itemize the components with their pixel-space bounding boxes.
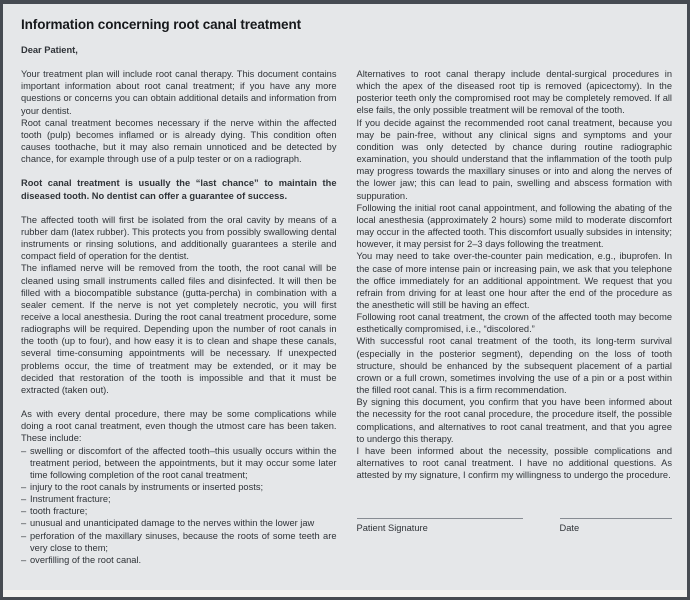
paragraph-intro: Your treatment plan will include root canal therapy. This document contains important information about root canal treatment; if you have any more questions or concerns you can obtain additional details and information from your dentist. bbox=[21, 69, 337, 116]
list-item bbox=[21, 505, 337, 517]
document-title: Information concerning root canal treatment bbox=[21, 17, 301, 32]
dash-marker: – bbox=[21, 506, 27, 517]
two-column-layout bbox=[21, 44, 672, 566]
list-item-text: injury to the root canals by instruments or inserted posts; bbox=[30, 482, 264, 492]
dash-marker: – bbox=[21, 482, 27, 492]
dash-marker: – bbox=[21, 518, 27, 529]
dash-marker: – bbox=[21, 445, 27, 456]
bottom-margin-strip bbox=[3, 590, 687, 597]
paragraph-procedure: The inflamed nerve will be removed from the tooth, the root canal will be cleaned using small instruments called files and disinfected. It will then be filled with a biocompatible substance (gutta-percha) in combination with a sealer cement. If the nerve is not yet completely necrotic, you will first receive a local anesthesia. During the root canal treatment procedure, some radiographs will be required. Depending upon the number of root canals in the tooth (up to four), and how easy it is to clean and shape these canals, several time-consuming appointments will be necessary. If unexpected problems occur, the time of treatment may be extended, or it may be decided that restoration of the tooth is impossible and that it must be extracted (taken out). bbox=[21, 263, 337, 395]
salutation: Dear Patient, bbox=[21, 45, 78, 55]
paragraph-discoloration: Following root canal treatment, the crown of the affected tooth may become esthetically compromised, i.e., “discolored.” bbox=[356, 312, 672, 335]
date-line bbox=[560, 518, 673, 519]
signature-section bbox=[357, 518, 673, 534]
paragraph-rubber-dam: The affected tooth will first be isolated from the oral cavity by means of a rubber dam (latex rubber). This protects you from possibly swallowing dental instruments or rinsing solutions, and additionally guarantees a sterile and compact field of operation for the dentist. bbox=[21, 214, 337, 262]
list-item bbox=[21, 554, 337, 566]
paragraph-alternatives: Alternatives to root canal therapy include dental-surgical procedures in which the apex of the diseased root tip is removed (apicectomy). In the posterior teeth only the compromised root may be completely removed. If all else fails, the only possible treatment will be removal of the tooth. bbox=[356, 69, 672, 116]
list-item-text: Instrument fracture; bbox=[30, 494, 111, 505]
list-item-text: overfilling of the root canal. bbox=[30, 554, 142, 565]
dash-marker: – bbox=[21, 554, 27, 565]
list-item bbox=[21, 493, 337, 505]
list-item-text: unusual and unanticipated damage to the nerves within the lower jaw bbox=[30, 518, 315, 529]
dash-marker: – bbox=[21, 530, 27, 541]
list-item bbox=[21, 530, 337, 554]
paragraph-post-appointment: Following the initial root canal appointment, and following the abating of the local anesthesia (approximately 2 hours) some mild to moderate discomfort may occur in the affected tooth. This discomfort usually subsides in intensity; however, it may persist for 2–3 days following the treatment. bbox=[356, 202, 672, 250]
paragraph-necessity: Root canal treatment becomes necessary if the nerve within the affected tooth (pulp) becomes inflamed or is already dying. This condition often causes toothache, but it may also remain unnoticed and be detected by chance, for example through use of a pulp tester or on a radiograph. bbox=[21, 117, 337, 165]
bold-statement: Root canal treatment is usually the “last chance” to maintain the diseased tooth. No dentist can offer a guarantee of success. bbox=[21, 178, 337, 201]
paragraph-complications-intro: As with every dental procedure, there may be some complications while doing a root canal treatment, even though the utmost care has been taken. These include: bbox=[21, 409, 337, 444]
patient-signature-field bbox=[357, 518, 523, 534]
right-column bbox=[357, 44, 673, 566]
list-item-text: perforation of the maxillary sinuses, because the roots of some teeth are very close to them; bbox=[30, 530, 337, 553]
list-item bbox=[21, 517, 337, 529]
paragraph-crown-recommendation: With successful root canal treatment of the tooth, its long-term survival (especially in the posterior segment), depending on the loss of tooth structure, should be enhanced by the subsequent placement of a partial crown or a full crown, sometimes involving the use of a pin or a post within the filled root canal. This is a firm recommendation. bbox=[356, 336, 672, 396]
paragraph-decline-risks: If you decide against the recommended root canal treatment, because you may be pain-free, without any clinical signs and symptoms and your condition was only detected by chance during routine radiographic examination, you should understand that the inflammation of the tooth pulp may progress towards the maxillary sinuses or into and along the nerves of the lower jaw; this can lead to pain, swelling and abscess formation with suppuration. bbox=[356, 117, 672, 201]
date-label: Date bbox=[559, 523, 580, 534]
dash-marker: – bbox=[21, 494, 27, 505]
complications-list bbox=[21, 445, 337, 567]
patient-signature-line bbox=[357, 518, 523, 519]
paragraph-pain-medication: You may need to take over-the-counter pain medication, e.g., ibuprofen. In the case of more intense pain or increasing pain, we ask that you telephone the office immediately for an additional appointment. We request that you refrain from driving for at least one hour after the end of the procedure as the anesthetic will still be having an effect. bbox=[356, 251, 672, 310]
left-column bbox=[21, 44, 337, 566]
paragraph-consent-statement: I have been informed about the necessity, possible complications and alternatives to root canal treatment. I have no additional questions. As attested by my signature, I confirm my willingness to undergo the procedure. bbox=[356, 445, 672, 481]
patient-signature-label: Patient Signature bbox=[356, 523, 428, 534]
list-item bbox=[21, 481, 337, 493]
document-page bbox=[3, 4, 687, 590]
paragraph-signing-confirmation: By signing this document, you confirm that you have been informed about the necessity for the root canal procedure, the procedure itself, the possible complications, and alternatives to root canal treatment, and that you agree to undergo this therapy. bbox=[356, 397, 672, 444]
date-field bbox=[560, 518, 673, 534]
list-item-text: tooth fracture; bbox=[30, 506, 88, 517]
list-item bbox=[21, 445, 337, 481]
list-item-text: swelling or discomfort of the affected tooth–this usually occurs within the treatment period, between the appointments, but it may occur some later time following completion of the root canal treatment; bbox=[30, 445, 337, 480]
